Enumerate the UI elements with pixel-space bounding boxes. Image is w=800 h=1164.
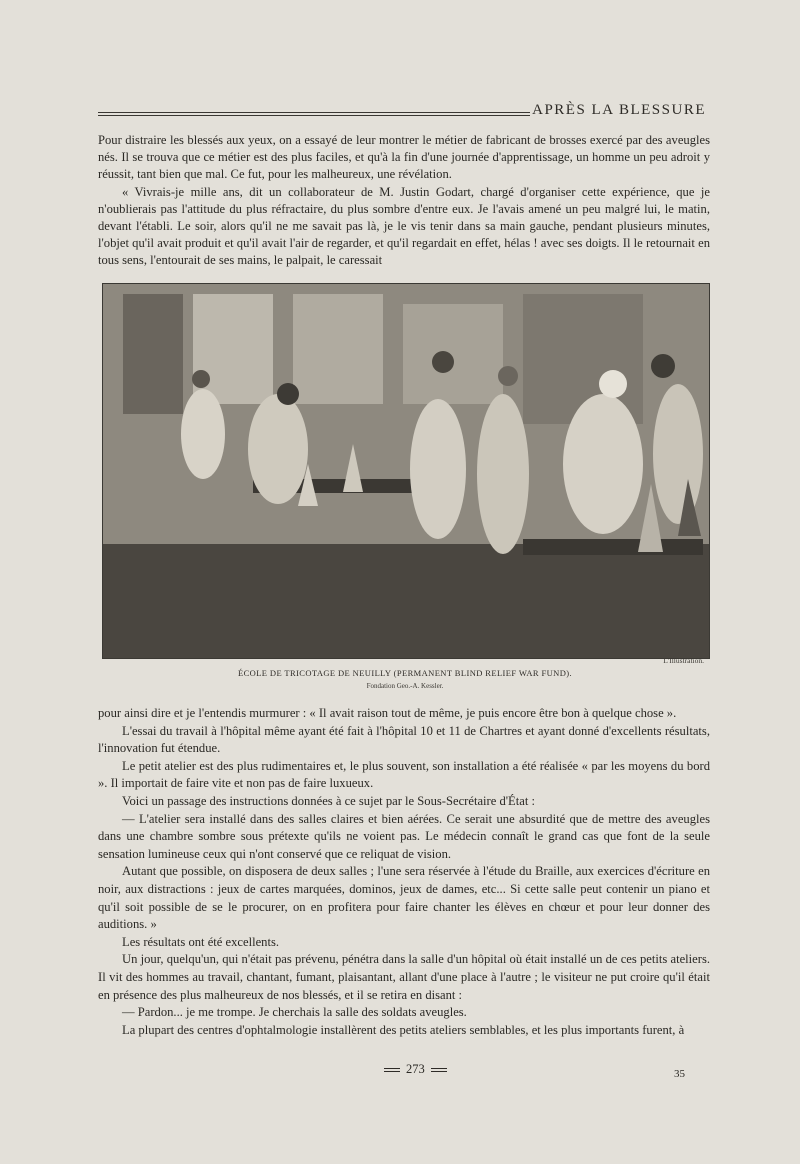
page-number-ornament xyxy=(384,1068,400,1072)
photo-credit: L'Illustration. xyxy=(663,656,704,665)
paragraph: L'essai du travail à l'hôpital même ayant été fait à l'hôpital 10 et 11 de Chartres et ayant donné d'excellents résultats, l'innovation fut étendue. xyxy=(98,723,710,756)
header-rule xyxy=(98,112,530,116)
running-title: APRÈS LA BLESSURE xyxy=(532,102,706,118)
figure-caption: ÉCOLE DE TRICOTAGE DE NEUILLY (PERMANENT BLIND RELIEF WAR FUND). xyxy=(238,668,572,678)
paragraph: Voici un passage des instructions données à ce sujet par le Sous-Secrétaire d'État : xyxy=(122,793,535,808)
paragraph: Les résultats ont été excellents. xyxy=(122,934,280,949)
paragraph: La plupart des centres d'ophtalmologie installèrent des petits ateliers semblables, et les plus importants furent, à xyxy=(122,1022,685,1037)
bottom-text-block xyxy=(98,705,710,1039)
workshop-photograph xyxy=(102,283,710,659)
top-text-block xyxy=(98,132,710,270)
folio-number: 35 xyxy=(674,1068,685,1080)
paragraph: pour ainsi dire et je l'entendis murmurer : « Il avait raison tout de même, je puis encore être bon à quelque chose ». xyxy=(98,706,677,720)
page-number-value: 273 xyxy=(406,1062,425,1076)
paragraph: Le petit atelier est des plus rudimentaires et, le plus souvent, son installation a été réalisée « par les moyens du bord ». Il importait de faire vite et non pas de faire luxueux. xyxy=(98,758,710,791)
paragraph: « Vivrais-je mille ans, dit un collaborateur de M. Justin Godart, chargé d'organiser cette expérience, que je n'oublierais pas l'attitude du plus réfractaire, du plus sombre d'entre eux. Je l'avais amené un peu malgré lui, le matin, devant l'établi. Le soir, alors qu'il ne me savait pas là, je le vis tenir dans sa main gauche, pendant plusieurs minutes, l'objet qu'il avait produit et qu'il avait l'air de regarder, et qu'il regardait en effet, hélas ! avec ses doigts. Il le retournait en tous sens, l'entourait de ses mains, le palpait, le caressait xyxy=(98,184,710,268)
photo-illustration xyxy=(103,284,709,658)
page-number xyxy=(378,1062,453,1077)
running-header xyxy=(98,100,708,124)
paragraph: Pour distraire les blessés aux yeux, on a essayé de leur montrer le métier de fabricant de brosses exercé par des aveugles nés. Il se trouva que ce métier est des plus faciles, et qu'à la fin d'une journée d'apprentissage, un homme un peu adroit y réussit, tant bien que mal. Ce fut, pour les malheureux, une révélation. xyxy=(98,133,710,182)
paragraph: — Pardon... je me trompe. Je cherchais la salle des soldats aveugles. xyxy=(122,1005,467,1020)
paragraph: Autant que possible, on disposera de deux salles ; l'une sera réservée à l'étude du Braille, aux exercices d'écriture en noir, aux distractions : jeux de cartes marquées, dominos, jeux de dames, etc... Si cette salle peut contenir un piano et qu'il soit possible de se le procurer, on en profitera pour faire chanter les élèves en chœur et pour leur donner des auditions. » xyxy=(98,864,710,932)
figure-subcaption: Fondation Geo.-A. Kessler. xyxy=(366,682,444,690)
paragraph: Un jour, quelqu'un, qui n'était pas prévenu, pénétra dans la salle d'un hôpital où était installé un de ces petits ateliers. Il vit des hommes au travail, chantant, fumant, plaisantant, allant d'une place à l'autre ; le visiteur ne put croire qu'il était en présence des plus malheureux de nos blessés, et il se retira en disant : xyxy=(98,952,710,1002)
paragraph: — L'atelier sera installé dans des salles claires et bien aérées. Ce serait une absurdité que de mettre des aveugles dans une chambre sombre sous prétexte qu'ils ne voient pas. Le médecin connaît le grand cas que font de la seule sensation lumineuse ceux qui n'ont conservé que ce reliquat de vision. xyxy=(98,811,710,861)
page-number-ornament xyxy=(431,1068,447,1072)
